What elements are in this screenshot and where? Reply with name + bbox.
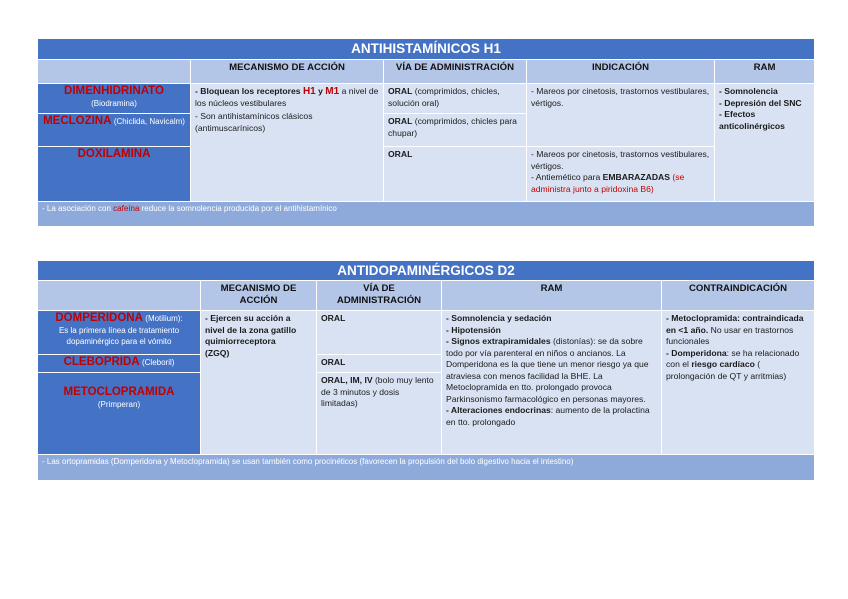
table1-via-2: ORAL (comprimidos, chicles para chupar): [384, 114, 527, 147]
drug-doxilamina: [38, 147, 191, 202]
table1-indication-1: - Mareos por cinetosis, trastornos vestibulares, vértigos.: [527, 84, 715, 147]
table1-header-empty: [38, 60, 191, 84]
table2-via-3: ORAL, IM, IV (bolo muy lento de 3 minutos y dosis limitadas): [317, 373, 442, 455]
drug-name: CLEBOPRIDA: [63, 356, 140, 368]
table2-via-1: ORAL: [317, 311, 442, 355]
drug-name: METOCLOPRAMIDA: [63, 386, 175, 398]
table1-footer: - La asociación con cafeína reduce la somnolencia producida por el antihistamínico: [38, 202, 815, 227]
table2-ram: - Somnolencia y sedación - Hipotensión - Signos extrapiramidales (distonías): se da sobre todo por vía parenteral en niños o ancianos. La Domperidona es la que tiene un menor riesgo ya que atraviesa con menos facilidad la BHE. La Metoclopramida en tto. prolongado provoca Parkinsonismo farmacológico en personas mayores. - Alteraciones endocrinas: aumento de la prolactina en tto. prolongado: [442, 311, 662, 455]
drug-brand: (Cleboril): [141, 358, 175, 367]
table1-via-3: ORAL: [384, 147, 527, 202]
table1-header-indication: INDICACIÓN: [527, 60, 715, 84]
drug-brand: (Primperan): [97, 399, 141, 409]
drug-domperidona: [38, 311, 201, 355]
table1-via-1: ORAL (comprimidos, chicles, solución oral): [384, 84, 527, 114]
table2-header-empty: [38, 281, 201, 311]
antihistaminicos-table: [37, 38, 815, 227]
drug-name: MECLOZINA: [43, 115, 112, 127]
drug-brand: (Biodramina): [91, 98, 137, 108]
table1-header-via: VÍA DE ADMINISTRACIÓN: [384, 60, 527, 84]
table2-via-2: ORAL: [317, 355, 442, 373]
table2-title: ANTIDOPAMINÉRGICOS D2: [38, 261, 815, 281]
drug-brand: (Motilium):: [145, 314, 183, 323]
drug-note: Es la primera línea de tratamiento dopaminérgico para el vómito: [58, 325, 180, 346]
drug-brand: (Chiclida, Navicalm): [113, 117, 185, 126]
antidopaminergicos-table: [37, 260, 815, 481]
drug-name: DIMENHIDRINATO: [64, 85, 164, 97]
table1-indication-2: - Mareos por cinetosis, trastornos vestibulares, vértigos. - Antiemético para EMBARAZADAS (se administra junto a piridoxina B6): [527, 147, 715, 202]
drug-name: DOXILAMINA: [77, 148, 151, 160]
table2-header-via: VÍA DE ADMINISTRACIÓN: [317, 281, 442, 311]
table2-mechanism: - Ejercen su acción a nivel de la zona gatillo quimiorreceptora (ZGQ): [201, 311, 317, 455]
drug-metoclopramida: [38, 373, 201, 455]
table2-header-mechanism: MECANISMO DE ACCIÓN: [201, 281, 317, 311]
table2-header-contra: CONTRAINDICACIÓN: [662, 281, 815, 311]
drug-cleboprida: [38, 355, 201, 373]
drug-name: DOMPERIDONA: [55, 312, 143, 324]
mechanism-line-2: - Son antihistamínicos clásicos (antimuscarínicos): [195, 111, 313, 133]
table1-mechanism: - Bloquean los receptores H1 y M1 a nivel de los núcleos vestibulares - Son antihistamínicos clásicos (antimuscarínicos): [191, 84, 384, 202]
table2-contra: - Metoclopramida: contraindicada en <1 año. No usar en trastornos funcionales - Domperidona: se ha relacionado con el riesgo cardíaco ( prolongación de QT y arritmias): [662, 311, 815, 455]
drug-dimenhidrinato: [38, 84, 191, 114]
table2-header-ram: RAM: [442, 281, 662, 311]
table1-title: ANTIHISTAMÍNICOS H1: [38, 39, 815, 60]
table1-header-mechanism: MECANISMO DE ACCIÓN: [191, 60, 384, 84]
table1-header-ram: RAM: [715, 60, 815, 84]
table2-footer: - Las ortopramidas (Domperidona y Metoclopramida) se usan también como procinéticos (favorecen la propulsión del bolo digestivo hacia el intestino): [38, 455, 815, 481]
drug-meclozina: [38, 114, 191, 147]
table1-ram: - Somnolencia - Depresión del SNC - Efectos anticolinérgicos: [715, 84, 815, 202]
